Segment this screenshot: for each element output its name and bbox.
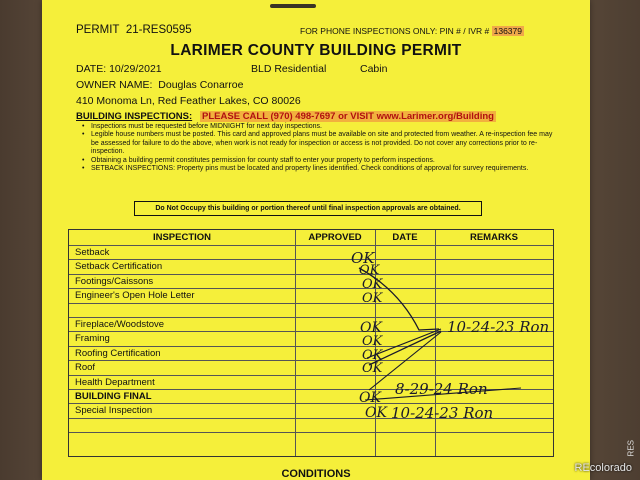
watermark: REcolorado: [574, 462, 632, 474]
permit-number-line: [76, 24, 192, 36]
permit-type: BLD Residential: [251, 63, 327, 75]
date-line: [76, 63, 162, 75]
inspector-initials: Ron: [463, 404, 494, 422]
address: 410 Monoma Ln, Red Feather Lakes, CO 80026: [76, 95, 301, 107]
approval-mark: OK: [360, 320, 382, 336]
special-date: [391, 404, 493, 422]
approval-mark: OK: [351, 249, 375, 267]
table-row-label: Fireplace/Woodstove: [75, 319, 165, 330]
approval-mark: OK: [362, 348, 383, 363]
col-header-date: DATE: [392, 232, 418, 243]
date-value: 10/29/2021: [109, 63, 162, 75]
col-header-inspection: INSPECTION: [152, 232, 212, 243]
approval-mark: OK: [359, 390, 381, 406]
owner-name: Douglas Conarroe: [158, 79, 244, 91]
rule-item: • SETBACK INSPECTIONS: Property pins must be located and property lines identified. Check conditions of approval for survey requirements.: [82, 165, 562, 173]
table-row-label: Special Inspection: [75, 405, 153, 417]
inspections-heading-line: [76, 111, 496, 122]
table-row-label: Framing: [75, 333, 110, 345]
punch-slot: [270, 4, 316, 8]
approval-mark: OK: [362, 334, 383, 349]
col-header-remarks: REMARKS: [469, 232, 519, 243]
page-title: LARIMER COUNTY BUILDING PERMIT: [170, 42, 462, 59]
approval-mark: OK: [362, 361, 383, 376]
final-date-value: 8-29-24: [395, 380, 453, 398]
table-row-label: Setback Certification: [75, 261, 163, 273]
permit-label: PERMIT: [76, 24, 120, 36]
approval-mark: OK: [365, 405, 387, 421]
rule-item: • Obtaining a building permit constitutes permission for county staff to enter your property to perform inspections.: [82, 157, 562, 165]
owner-label: OWNER NAME:: [76, 79, 153, 91]
permit-card: [42, 0, 590, 480]
table-row-label: Footings/Caissons: [75, 275, 154, 287]
side-tag: RES: [626, 440, 635, 457]
table-row-label: Roofing Certification: [75, 347, 161, 359]
table-row-label: Health Department: [75, 376, 155, 388]
approval-mark: OK: [362, 291, 383, 306]
special-date-value: 10-24-23: [391, 404, 459, 422]
table-row-label: Setback: [75, 247, 110, 258]
col-header-approved: APPROVED: [308, 232, 362, 243]
inspector-initials: Ron: [457, 380, 488, 398]
rule-item: • Inspections must be requested before MIDNIGHT for next day inspections.: [82, 123, 562, 131]
inspection-rules: [82, 123, 562, 173]
remark-date: [447, 318, 549, 336]
table-row-label: Engineer's Open Hole Letter: [75, 290, 195, 302]
permit-number: 21-RES0595: [125, 24, 192, 36]
handwriting-layer: [69, 230, 553, 456]
inspections-heading: BUILDING INSPECTIONS:: [76, 111, 193, 122]
owner-line: [76, 79, 243, 91]
final-date: [395, 380, 488, 398]
inspection-table: [68, 229, 554, 457]
conditions-heading: CONDITIONS: [281, 468, 351, 480]
call-instructions: PLEASE CALL (970) 498-7697 or VISIT www.Larimer.org/Building: [202, 111, 494, 122]
date-label: DATE:: [76, 63, 107, 75]
table-row-label: BUILDING FINAL: [75, 391, 152, 402]
pin-number: 136379: [493, 26, 522, 36]
phone-pin-line: [300, 26, 524, 36]
remark-date-value: 10-24-23: [447, 318, 515, 336]
approval-mark: OK: [359, 263, 380, 278]
phone-label: FOR PHONE INSPECTIONS ONLY: PIN # / IVR #: [300, 26, 490, 36]
rule-item: • Legible house numbers must be posted. This card and approved plans must be available on site and protected from weather. A re-inspection fee may be assessed for failure to do the above, when work is not ready for inspection or access is not provided. Do not cover any corrections prior to re-inspection.: [82, 131, 562, 156]
table-row-label: Roof: [75, 362, 96, 374]
approval-mark: OK: [362, 277, 383, 292]
inspector-initials: Ron: [519, 318, 550, 336]
permit-subtype: Cabin: [360, 63, 388, 75]
occupancy-notice: Do Not Occupy this building or portion thereof until final inspection approvals are obtained.: [134, 201, 482, 216]
